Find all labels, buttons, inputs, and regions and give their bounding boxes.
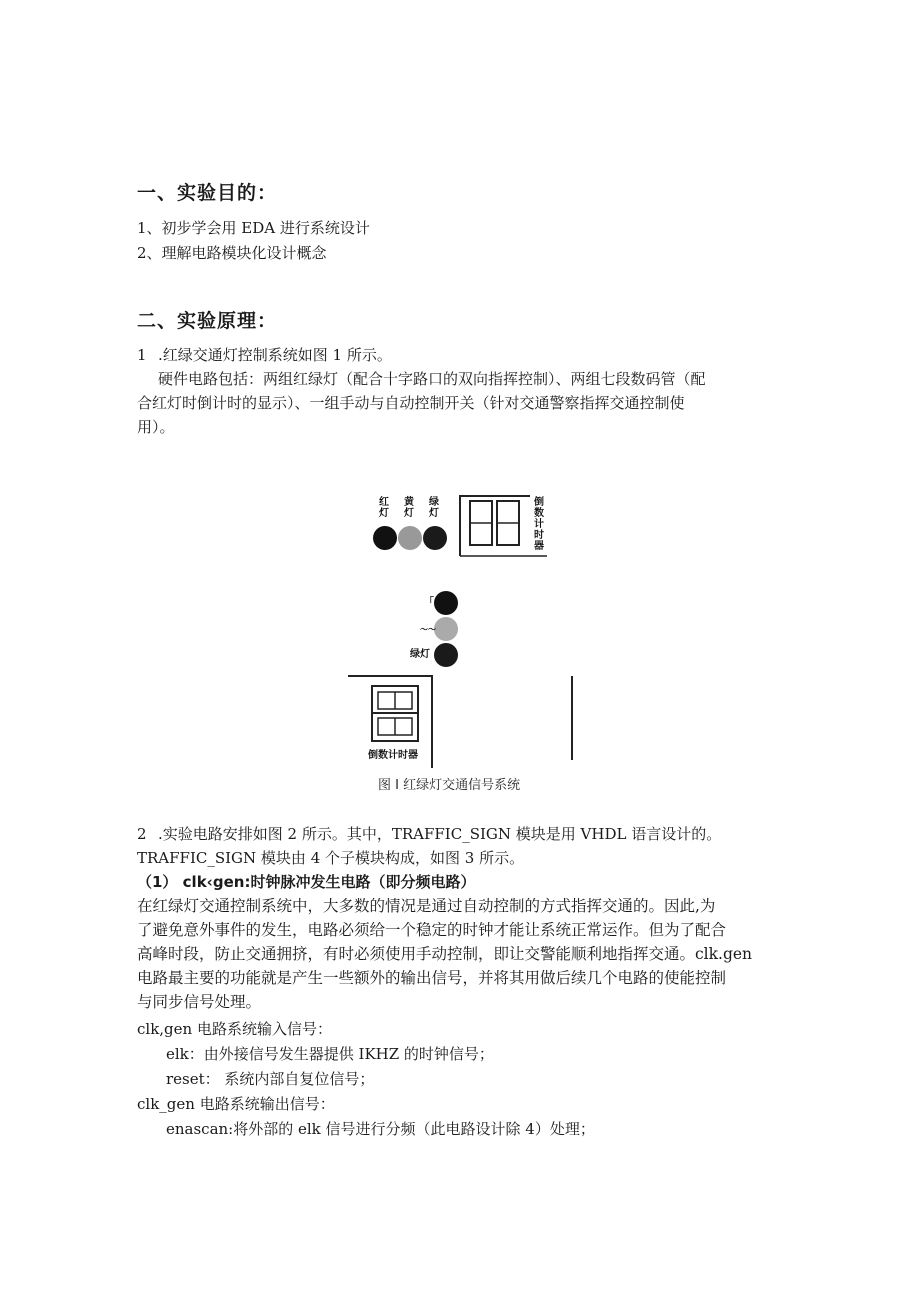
figure-caption: 图 I 红绿灯交通信号系统 (378, 778, 521, 793)
purpose-item-1: 1、初步学会用 EDA 进行系统设计 (137, 219, 370, 237)
label-yellow-light: 黄灯 (404, 497, 414, 519)
label-mid-yellow: ～～ (420, 625, 436, 634)
red-light-top (373, 526, 397, 550)
hardware-line-1: 硬件电路包括：两组红绿灯（配合十字路口的双向指挥控制）、两组七段数码管（配 (158, 370, 706, 388)
clk-gen-para-line-2: 了避免意外事件的发生，电路必须给一个稳定的时钟才能让系统正常运作。但为了配合 (137, 921, 727, 939)
output-signal-enascan: enascan:将外部的 elk 信号进行分频（此电路设计除 4）处理； (166, 1120, 595, 1138)
label-red-light: 红灯 (379, 497, 389, 519)
label-mid-red: 「 (424, 597, 434, 608)
clk-gen-para-line-1: 在红绿灯交通控制系统中，大多数的情况是通过自动控制的方式指挥交通的。因此,为 (137, 897, 716, 915)
yellow-light-top (398, 526, 422, 550)
subsection-clk-gen-heading: （1） clk‹gen:时钟脉冲发生电路（即分频电路） (137, 873, 476, 891)
label-countdown-bottom: 倒数计时器 (368, 750, 418, 761)
output-signals-title: clk_gen 电路系统输出信号： (137, 1095, 335, 1113)
principle-item-2: .实验电路安排如图 2 所示。其中，TRAFFIC_SIGN 模块是用 VHDL 语言设计的。 (158, 825, 722, 843)
clk-gen-para-line-4: 电路最主要的功能就是产生一些额外的输出信号，并将其用做后续几个电路的使能控制 (137, 969, 727, 987)
principle-item-1-number: 1 (137, 346, 147, 364)
principle-item-1: .红绿交通灯控制系统如图 1 所示。 (158, 346, 392, 364)
section-heading-principle: 二、实验原理： (137, 310, 278, 332)
green-light-mid (434, 643, 458, 667)
label-mid-green: 绿灯 (410, 649, 430, 660)
hardware-line-2: 合红灯时倒计时的显示）、一组手动与自动控制开关（针对交通警察指挥交通控制使 (137, 394, 685, 412)
purpose-item-2: 2、理解电路模块化设计概念 (137, 244, 327, 262)
hardware-line-3: 用）。 (137, 418, 175, 436)
section-heading-purpose: 一、实验目的： (137, 182, 278, 204)
yellow-light-mid (434, 617, 458, 641)
input-signal-elk: elk：由外接信号发生器提供 IKHZ 的时钟信号； (166, 1045, 494, 1063)
input-signals-title: clk,gen 电路系统输入信号： (137, 1020, 332, 1038)
principle-item-2-line-2: TRAFFIC_SIGN 模块由 4 个子模块构成，如图 3 所示。 (137, 849, 525, 867)
green-light-top (423, 526, 447, 550)
input-signal-reset: reset： 系统内部自复位信号； (166, 1070, 375, 1088)
clk-gen-para-line-3: 高峰时段，防止交通拥挤，有时必须使用手动控制，即让交警能顺利地指挥交通。clk.gen (137, 945, 753, 963)
principle-item-2-number: 2 (137, 825, 147, 843)
red-light-mid (434, 591, 458, 615)
label-countdown-top: 倒数计时器 (534, 497, 544, 552)
label-green-light: 绿灯 (429, 497, 439, 519)
figure-traffic-light-system (340, 488, 580, 798)
clk-gen-para-line-5: 与同步信号处理。 (137, 993, 262, 1011)
